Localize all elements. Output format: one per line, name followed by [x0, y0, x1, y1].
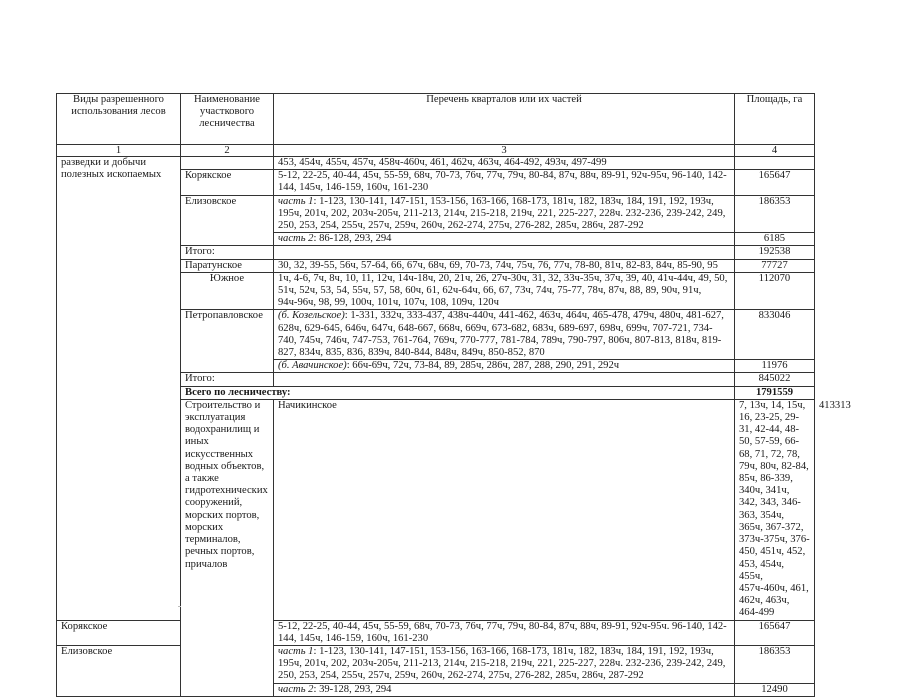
subtotal-area: 192538: [735, 246, 815, 259]
forestry-cell: Корякское: [181, 170, 274, 195]
part-label: часть 2: [278, 233, 314, 245]
header-quarters-list: Перечень кварталов или их частей: [274, 94, 735, 145]
total-area: 1791559: [735, 386, 815, 399]
column-number: 2: [181, 145, 274, 157]
table-row: [57, 645, 815, 683]
forestry-cell: Петропавловское: [181, 310, 274, 373]
area-cell: 165647: [735, 620, 815, 645]
table-row: Строительство и эксплуатация водохранилищ и иных искусственных водных объектов, а также гидротехнических сооружений, морских портов, морских терминалов, речных портов, причалов Начикинское 7, 13ч, 14, 15ч, 16, 23-25, 29-31, 42-44, 48-50, 57-59, 66-68, 71, 72, 78, 79ч, 80ч, 82-84, 85ч, 86-339, 340ч, 341ч, 342, 343, 346-363, 354ч, 365ч, 367-372, 373ч-375ч, 376-450, 451ч, 452, 453, 454ч, 455ч, 457ч-460ч, 461, 462ч, 463ч, 464-499 413313: [57, 399, 815, 620]
quarters-cell: 30, 32, 39-55, 56ч, 57-64, 66, 67ч, 68ч, 69, 70-73, 74ч, 75ч, 76, 77ч, 78-80, 81ч, 82-83, 84ч, 85-90, 95: [274, 259, 735, 272]
area-cell: 186353: [735, 195, 815, 233]
table-row: [57, 620, 815, 645]
quarters-cell: [274, 246, 735, 259]
quarters-text: : 1-123, 130-141, 147-151, 153-156, 163-166, 168-173, 181ч, 182, 183ч, 184, 191, 192, 193ч, 195ч, 201ч, 202, 203ч-205ч, 211-213, 214ч, 215-218, 219ч, 221, 225-227, 228ч. 232-236, 239-242, 249, 250, 253, 254, 255ч, 257ч, 259ч, 260ч, 262-274, 275ч, 276-282, 285ч, 286ч, 287-292: [278, 645, 726, 682]
header-forestry-name: Наименование участкового лесничества: [181, 94, 274, 145]
area-cell: 11976: [735, 360, 815, 373]
area-cell: 77727: [735, 259, 815, 272]
use-type-cell: Строительство и эксплуатация водохранилищ и иных искусственных водных объектов, а также гидротехнических сооружений, морских портов, морских терминалов, речных портов, причалов: [181, 399, 274, 696]
column-number: 1: [57, 145, 181, 157]
total-label: Всего по лесничеству:: [181, 386, 735, 399]
forestry-cell: Елизовское: [57, 645, 181, 696]
column-number: 3: [274, 145, 735, 157]
quarters-text: : 66ч-69ч, 72ч, 73-84, 89, 285ч, 286ч, 287, 288, 290, 291, 292ч: [346, 360, 620, 372]
quarters-cell: [274, 360, 735, 373]
part-label: часть 1: [278, 645, 314, 657]
scan-artifact: [178, 606, 181, 607]
quarters-cell: [274, 233, 735, 246]
use-type-cell: разведки и добычи полезных ископаемых: [57, 157, 181, 621]
area-cell: [735, 157, 815, 170]
part-label: (б. Козельское): [278, 310, 345, 322]
quarters-cell: 7, 13ч, 14, 15ч, 16, 23-25, 29-31, 42-44, 48-50, 57-59, 66-68, 71, 72, 78, 79ч, 80ч, 82-84, 85ч, 86-339, 340ч, 341ч, 342, 343, 346-363, 354ч, 365ч, 367-372, 373ч-375ч, 376-450, 451ч, 452, 453, 454ч, 455ч, 457ч-460ч, 461, 462ч, 463ч, 464-499: [735, 399, 815, 620]
column-number-row: [57, 145, 815, 157]
area-cell: 6185: [735, 233, 815, 246]
table-header-row: [57, 94, 815, 145]
column-number: 4: [735, 145, 815, 157]
quarters-cell: 1ч, 4-6, 7ч, 8ч, 10, 11, 12ч, 14ч-18ч, 20, 21ч, 26, 27ч-30ч, 31, 32, 33ч-35ч, 37ч, 39, 40, 41ч-44ч, 49, 50, 51ч, 52ч, 53, 54, 55ч, 57, 58, 60ч, 61, 62ч-64ч, 66, 67, 73ч, 74ч, 75-77, 78ч, 87ч, 88, 89, 90ч, 91ч, 94ч-96ч, 98, 99, 100ч, 101ч, 107ч, 108, 109ч, 120ч: [274, 272, 735, 310]
forestry-cell: Корякское: [57, 620, 181, 645]
quarters-cell: 453, 454ч, 455ч, 457ч, 458ч-460ч, 461, 462ч, 463ч, 464-492, 493ч, 497-499: [274, 157, 735, 170]
quarters-text: : 1-123, 130-141, 147-151, 153-156, 163-166, 168-173, 181ч, 182, 183ч, 184, 191, 192, 193ч, 195ч, 201ч, 202, 203ч-205ч, 211-213, 214ч, 215-218, 219ч, 221, 225-227, 228ч. 232-236, 239-242, 249, 250, 253, 254, 255ч, 257ч, 259ч, 260ч, 262-274, 275ч, 276-282, 285ч, 286ч, 287-292: [278, 195, 726, 232]
quarters-text: : 1-331, 332ч, 333-437, 438ч-440ч, 441-462, 463ч, 464ч, 465-478, 479ч, 480ч, 481-627, 628ч, 629-645, 646ч, 647ч, 648-667, 668ч, 669ч, 673-682, 683ч, 689-697, 698ч, 699ч, 707-721, 734-740, 745ч, 746ч, 747-753, 761-764, 769ч, 770-777, 781-784, 789ч, 790-797, 806ч, 807-813, 818ч, 819-827, 834ч, 835, 836, 839ч, 840-844, 848ч, 849ч, 850-852, 870: [278, 310, 724, 359]
area-cell: 165647: [735, 170, 815, 195]
forest-use-table: [56, 93, 851, 697]
forestry-cell: [181, 157, 274, 170]
quarters-cell: 5-12, 22-25, 40-44, 45ч, 55-59, 68ч, 70-73, 76ч, 77ч, 79ч, 80-84, 87ч, 88ч, 89-91, 92ч-95ч, 96-140, 142-144, 145ч, 146-159, 160ч, 161-230: [274, 170, 735, 195]
subtotal-area: 845022: [735, 373, 815, 386]
table-row: [57, 157, 815, 170]
subtotal-label: Итого:: [181, 246, 274, 259]
subtotal-label: Итого:: [181, 373, 274, 386]
area-cell: 186353: [735, 645, 815, 683]
quarters-text: : 86-128, 293, 294: [313, 233, 392, 245]
quarters-cell: [274, 373, 735, 386]
quarters-text: : 39-128, 293, 294: [313, 683, 392, 695]
part-label: часть 1: [278, 195, 314, 207]
quarters-cell: 5-12, 22-25, 40-44, 45ч, 55-59, 68ч, 70-73, 76ч, 77ч, 79ч, 80-84, 87ч, 88ч, 89-91, 92ч-95ч. 96-140, 142-144, 145ч, 146-159, 160ч, 161-230: [274, 620, 735, 645]
forestry-cell: Южное: [181, 272, 274, 310]
quarters-cell: [274, 195, 735, 233]
part-label: (б. Авачинское): [278, 360, 347, 372]
forestry-cell: Елизовское: [181, 195, 274, 246]
forestry-cell: Паратунское: [181, 259, 274, 272]
header-area: Площадь, га: [735, 94, 815, 145]
quarters-cell: [274, 683, 735, 696]
area-cell: 12490: [735, 683, 815, 696]
forestry-cell: Начикинское: [274, 399, 735, 620]
quarters-cell: [274, 645, 735, 683]
part-label: часть 2: [278, 683, 314, 695]
area-cell: 833046: [735, 310, 815, 360]
header-use-type: Виды разрешенного использования лесов: [57, 94, 181, 145]
area-cell: 112070: [735, 272, 815, 310]
quarters-cell: [274, 310, 735, 360]
